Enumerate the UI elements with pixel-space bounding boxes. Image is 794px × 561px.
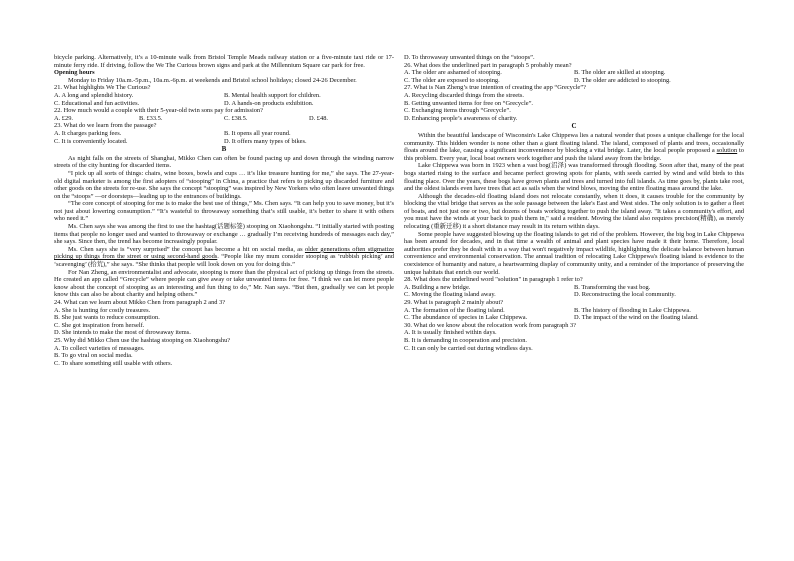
- option: B. It is demanding in cooperation and precision.: [404, 336, 527, 344]
- option: A. She is hunting for costly treasures.: [54, 306, 151, 314]
- question-26-options: [404, 69, 744, 84]
- passage-b-paragraph: “The core concept of stooping for me is to make the best use of things,” Ms. Chen says. “It can help you to save money, but it’s not just about lowering consumption.” “It’s wasteful to throwaway something that’s still usable, it’s better to share it with others who need it.”: [54, 200, 394, 223]
- question-22-options: [54, 115, 394, 123]
- question-30: 30. What do we know about the relocation work from paragraph 3?: [404, 321, 577, 329]
- option: D. The older are addicted to stooping.: [574, 76, 671, 84]
- option: C. Moving the floating island away.: [404, 291, 496, 299]
- question-28-options: [404, 284, 744, 299]
- underlined-phrase: older generations often stigmatize picking up things from the street or using second-hand goods: [54, 245, 394, 261]
- question-26: 26. What does the underlined part in paragraph 5 probably mean?: [404, 61, 572, 69]
- option: C. £38.5.: [224, 114, 248, 122]
- question-27: 27. What is Nan Zheng’s true intention of creating the app “Grecycle”?: [404, 84, 586, 92]
- option: D. A hands-on products exhibition.: [224, 99, 314, 107]
- option: B. To go viral on social media.: [54, 352, 133, 360]
- option: C. To share something still usable with others.: [54, 359, 173, 367]
- question-29-options: [404, 307, 744, 322]
- opening-hours-heading: Opening hours: [54, 69, 95, 77]
- option: D. To throwaway unwanted things on the “stoops”.: [404, 54, 535, 61]
- intro-paragraph: bicycle parking. Alternatively, it’s a 10-minute walk from Bristol Temple Meads railway station or a five-minute taxi ride or 17-minute ferry ride. If driving, follow the We The Curious brown signs and park at the Millennium Square car park for free.: [54, 54, 394, 69]
- option: D. It offers many types of bikes.: [224, 137, 307, 145]
- underlined-word: solution: [716, 147, 738, 155]
- question-23-options: [54, 130, 394, 145]
- option: B. Transforming the vast bog.: [574, 283, 651, 291]
- option: B. The older are skilled at stooping.: [574, 69, 666, 77]
- question-25: 25. Why did Mikko Chen use the hashtag stooping on Xiaohongshu?: [54, 336, 231, 344]
- option: D. The impact of the wind on the floating island.: [574, 314, 699, 322]
- option: C. The abundance of species in Lake Chippewa.: [404, 314, 528, 322]
- option: B. It opens all year round.: [224, 129, 291, 137]
- option: A. £29.: [54, 114, 73, 122]
- option: C. It can only be carried out during windless days.: [404, 344, 533, 352]
- option: D. Reconstructing the local community.: [574, 291, 676, 299]
- option: A. The older are ashamed of stooping.: [404, 69, 502, 77]
- right-column: [404, 54, 744, 352]
- passage-b-paragraph: As night falls on the streets of Shanghai, Mikko Chen can often be found pacing up and down through the winding narrow streets of the city hunting for discarded items.: [54, 154, 394, 170]
- question-28: 28. What does the underlined word "solution" in paragraph 1 refer to?: [404, 276, 583, 284]
- option: C. The older are exposed to stooping.: [404, 76, 500, 84]
- question-23: 23. What do we learn from the passage?: [54, 122, 157, 130]
- option: C. It is conveniently located.: [54, 137, 128, 145]
- option: A. The formation of the floating island.: [404, 306, 505, 314]
- option: A. A long and splendid history.: [54, 91, 134, 99]
- option: A. To collect varieties of messages.: [54, 344, 145, 352]
- option: A. Recycling discarded things from the streets.: [404, 91, 524, 99]
- option: C. Educational and fun activities.: [54, 99, 140, 107]
- option: D. £48.: [309, 114, 328, 122]
- option: A. Building a new bridge.: [404, 283, 471, 291]
- option: C. Exchanging items through “Grecycle”.: [404, 107, 511, 115]
- question-24: 24. What can we learn about Mikko Chen from paragraph 2 and 3?: [54, 299, 226, 306]
- passage-c-paragraph: Although the decades-old floating island does not relocate constantly, when it does, it causes trouble for the community by blocking the vital bridge that serves as the sole passage between the lake's East and West sides. The only solution is to gather a fleet of boats, and not just one or two, but dozens of boats working together to push the island away. "It takes a community's effort, and you must have the winds at your back to push them in," said a resident. Moving the island also requires precision(精确), as merely relocating (重新迁移) it a short distance may result in its return within days.: [404, 192, 744, 231]
- section-b-heading: B: [221, 145, 227, 154]
- question-29: 29. What is paragraph 2 mainly about?: [404, 299, 504, 306]
- option: B. She just wants to reduce consumption.: [54, 314, 160, 322]
- question-22: 22. How much would a couple with their 5-year-old twin sons pay for admission?: [54, 107, 263, 115]
- passage-b-paragraph: Ms. Chen says she is “very surprised” the concept has become a hit on social media, as older generations often stigmatize picking up things from the street or using second-hand goods. “People like my mum consider stooping as ‘rubbish picking’ and ‘scavenging’ (拾荒),” she says. “She thinks that people will look down on you for doing this.”: [54, 245, 394, 269]
- option: A. It is usually finished within days.: [404, 329, 497, 337]
- question-21-options: [54, 92, 394, 107]
- passage-c-paragraph: Lake Chippewa was born in 1923 when a vast bog(沼泽) was transformed through flooding. Soon after that, many of the peat bogs started rising to the surface and became perfect growing spots for plants, with seeds carried by wind and wild birds to this floating place. Over the years, these bogs have grown plants and trees and turned into full islands. As time goes by, plants take root, and the oldest islands even have trees that act as sails when the wind blows, moving the entire floating mass around the lake.: [404, 162, 744, 193]
- option: B. Getting unwanted items for free on “Grecycle”.: [404, 99, 534, 107]
- left-column: [54, 54, 394, 367]
- passage-b-paragraph: Ms. Chen says she was among the first to use the hashtag(话题标签) stooping on Xiaohongshu. “I initially started with posting items that people no longer used and wanted to throwaway or exchange … gradually I’m receiving hundreds of messages each day,” she says. Since then, the trend has become increasingly popular.: [54, 223, 394, 246]
- passage-c-paragraph: Some people have suggested blowing up the floating islands to get rid of the problem. However, the big bog in Lake Chippewa has been around for decades, and in that time a wealth of animal and plant species have made it their home. Therefore, local authorities prefer they be dealt with in a way that won't negatively impact wildlife, highlighting the delicate balance between human convenience and environmental conservation. The annual tradition of relocating Lake Chippewa's floating island is evidence to the coexistence of humanity and nature, a heartwarming display of community unity, and a reminder of the importance of preserving the unique habitats that enrich our world.: [404, 230, 744, 276]
- option: B. The history of flooding in Lake Chippewa.: [574, 306, 691, 314]
- option: D. She intends to make the most of throwaway items.: [54, 329, 191, 337]
- option: B. £33.5.: [139, 114, 163, 122]
- section-c-heading: C: [571, 122, 577, 131]
- option: B. Mental health support for children.: [224, 91, 321, 99]
- opening-hours-text: Monday to Friday 10a.m.-5p.m., 10a.m.-6p.m. at weekends and Bristol school holidays; closed 24-26 December.: [68, 76, 357, 84]
- passage-b-paragraph: “I pick up all sorts of things: chairs, wine boxes, bowls and cups … it’s like treasure hunting for me,” she says. The 27-year-old digital marketer is among the first adopters of “stooping” in China, a practice that refers to picking up discarded furniture and other goods on the streets for re-use. She says the concept “stooping” was inspired by New Yorkers who often leave unwanted things on the “stoops” —or doorsteps—leading up to the entrances of buildings.: [54, 169, 394, 200]
- passage-b-paragraph: For Nan Zheng, an environmentalist and advocate, stooping is more than the physical act of picking up things from the streets. He created an app called “Grecycle” where people can give away or take unwanted items for free. “I think we can let more people know about the concept of stooping as an interesting and fun thing to do,” Mr. Nan says. “But then, gradually we can let people know this can also be about charity and helping others.”: [54, 268, 394, 299]
- option: D. Enhancing people’s awareness of charity.: [404, 114, 518, 122]
- option: C. She got inspiration from herself.: [54, 321, 145, 329]
- passage-c-paragraph: Within the beautiful landscape of Wisconsin's Lake Chippewa lies a natural wonder that poses a unique challenge for the local community. This hidden wonder is none other than a giant floating island. The island, composed of plants and trees, occasionally floats around the lake, causing a significant inconvenience by blocking a vital bridge. Later, the local people proposed a solution to this problem. Every year, local boat owners work together and push the island away from the bridge.: [404, 131, 744, 162]
- question-21: 21. What highlights We The Curious?: [54, 84, 151, 92]
- option: A. It charges parking fees.: [54, 129, 122, 137]
